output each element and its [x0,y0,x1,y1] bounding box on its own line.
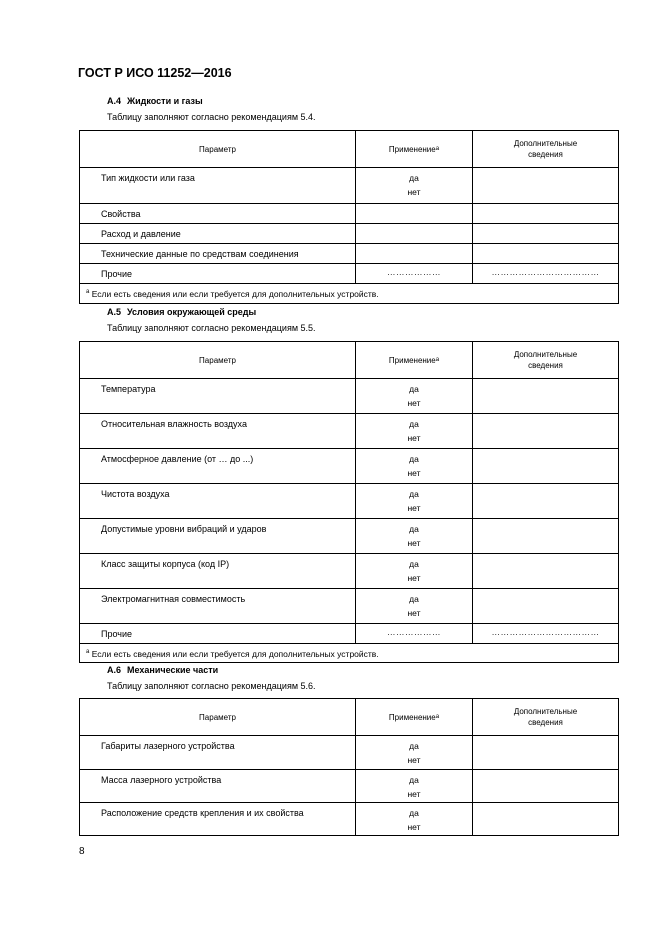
document-header: ГОСТ Р ИСО 11252—2016 [78,66,232,80]
yes-no-options: да нет [407,559,421,583]
section-number: А.4 [107,96,122,106]
table-row [80,736,619,770]
row-label: Класс защиты корпуса (код IP) [101,559,230,569]
row-label: Электромагнитная совместимость [101,594,246,604]
table-footnote-row [80,644,619,663]
dots-placeholder: ……………… [387,267,441,277]
table-row [80,168,619,204]
table-row [80,264,619,284]
yes-no-options: да нет [407,489,421,513]
yes-no-options: да нет [407,741,421,765]
table-footnote-row [80,284,619,304]
col-header-extra: Дополнительные сведения [513,139,578,159]
table-row [80,204,619,224]
yes-no-options: да нет [407,384,421,408]
yes-no-options: да нет [407,594,421,618]
table-row [80,414,619,449]
row-label: Прочие [101,269,133,279]
table-row [80,770,619,803]
table-row [80,624,619,644]
section-number: А.6 [107,665,122,675]
table-row [80,554,619,589]
row-label: Расход и давление [101,229,181,239]
col-header-use: Применение a [388,355,440,365]
col-header-extra: Дополнительные сведения [513,350,578,370]
section-number: А.5 [107,307,122,317]
section-a6-intro: Таблицу заполняют согласно рекомендациям 5.6. [107,681,316,691]
row-label: Тип жидкости или газа [101,173,195,183]
section-title-text: Жидкости и газы [127,96,203,106]
row-label: Свойства [101,209,141,219]
row-label: Относительная влажность воздуха [101,419,247,429]
table-row [80,379,619,414]
section-a5-title [107,307,256,317]
table-row [80,449,619,484]
section-a4-title [107,96,203,106]
yes-no-options: да нет [407,775,421,799]
table-row [80,589,619,624]
yes-no-options: да нет [407,419,421,443]
table-a6 [79,698,619,836]
yes-no-options: да нет [407,524,421,548]
table-header-row [80,131,619,168]
yes-no-options: да нет [407,173,421,197]
row-label: Чистота воздуха [101,489,170,499]
row-label: Габариты лазерного устройства [101,741,235,751]
row-label: Температура [101,384,156,394]
table-header-row [80,342,619,379]
row-label: Прочие [101,629,133,639]
table-row [80,519,619,554]
dots-placeholder: ……………… [387,627,441,637]
page-number: 8 [79,846,85,857]
section-title-text: Механические части [127,665,219,675]
table-row [80,224,619,244]
section-title-text: Условия окружающей среды [127,307,257,317]
dots-placeholder: ……………………………… [491,267,600,277]
table-row [80,484,619,519]
table-row [80,803,619,836]
dots-placeholder: ……………………………… [491,627,600,637]
yes-no-options: да нет [407,808,421,832]
section-a6-title [107,665,218,675]
table-footnote: $^а$ Если есть сведения или если требуется для дополнительных устройств. [86,289,379,299]
table-a5 [79,341,619,663]
col-header-use: Применение a [388,144,440,154]
row-label: Расположение средств крепления и их свойства [101,808,304,818]
row-label: Атмосферное давление (от … до ...) [101,454,254,464]
row-label: Допустимые уровни вибраций и ударов [101,524,267,534]
col-header-param: Параметр [199,144,236,154]
table-row [80,244,619,264]
yes-no-options: да нет [407,454,421,478]
section-a4-intro: Таблицу заполняют согласно рекомендациям 5.4. [107,112,316,122]
table-a4 [79,130,619,304]
col-header-extra: Дополнительные сведения [513,707,578,727]
table-header-row [80,699,619,736]
table-footnote: $^а$ Если есть сведения или если требуется для дополнительных устройств. [86,649,379,659]
row-label: Технические данные по средствам соединения [101,249,299,259]
section-a5-intro: Таблицу заполняют согласно рекомендациям 5.5. [107,323,316,333]
col-header-use: Применение a [388,712,440,722]
row-label: Масса лазерного устройства [101,775,222,785]
col-header-param: Параметр [199,355,236,365]
col-header-param: Параметр [199,712,236,722]
